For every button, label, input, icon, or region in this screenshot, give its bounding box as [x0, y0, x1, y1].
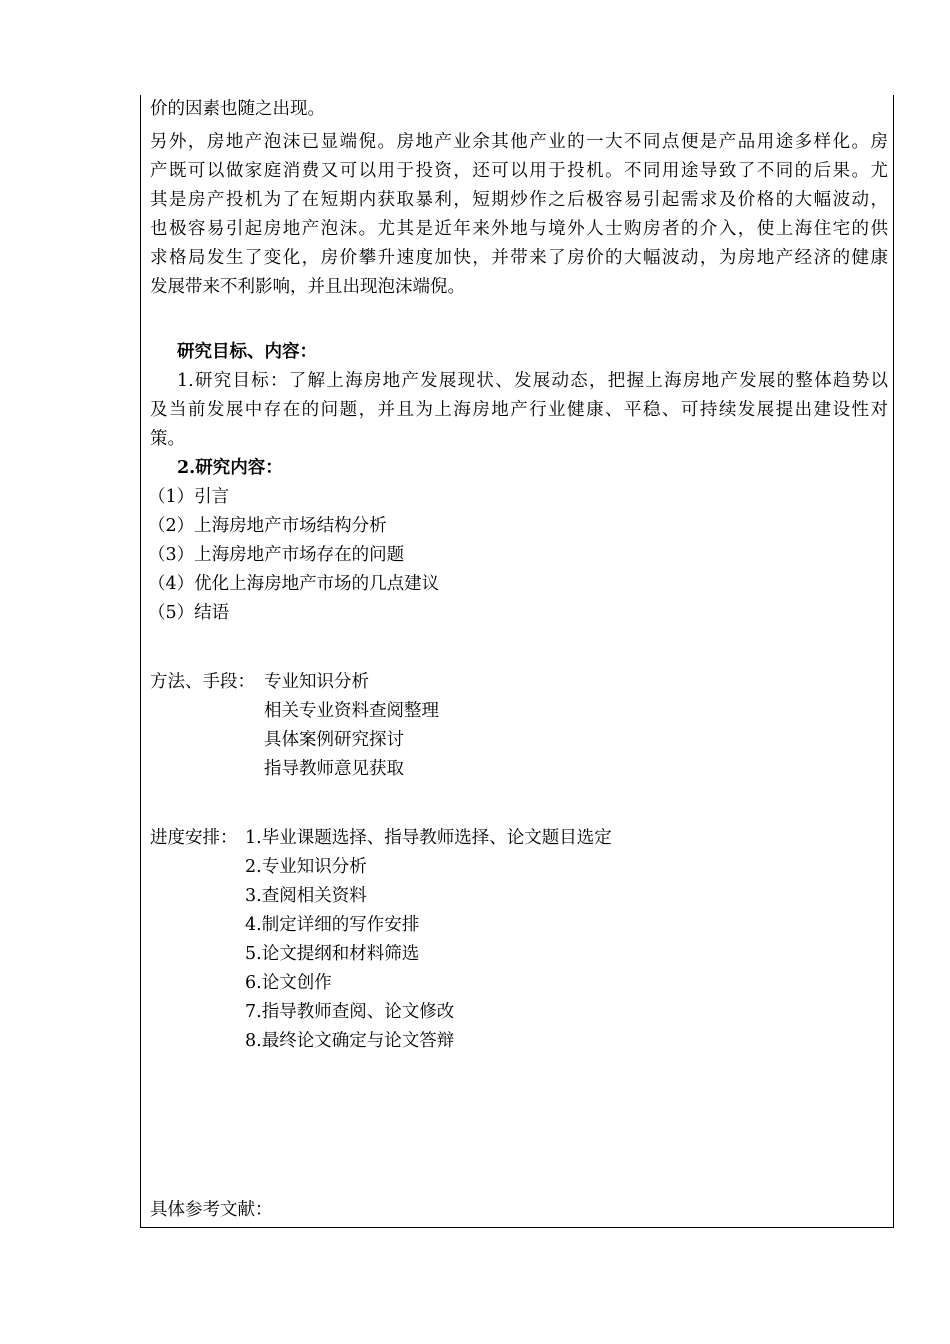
method-item: 具体案例研究探讨 [264, 730, 404, 750]
goal-line: 及当前发展中存在的问题，并且为上海房地产行业健康、平稳、可持续发展提出建设性对 [150, 400, 888, 420]
schedule-item: 6.论文创作 [245, 973, 332, 993]
intro-carry-line: 价的因素也随之出现。 [150, 99, 325, 119]
bubble-paragraph-line: 发展带来不利影响，并且出现泡沫端倪。 [150, 277, 465, 297]
bubble-paragraph-line: 其是房产投机为了在短期内获取暴利，短期炒作之后极容易引起需求及价格的大幅波动， [150, 190, 888, 210]
bubble-paragraph-line: 另外，房地产泡沫已显端倪。房地产业余其他产业的一大不同点便是产品用途多样化。房 [150, 132, 888, 152]
goals-heading: 研究目标、内容： [177, 342, 317, 362]
goal-line: 策。 [150, 429, 185, 449]
methods-label: 方法、手段： [150, 672, 255, 692]
goal-line: 1.研究目标：了解上海房地产发展现状、发展动态，把握上海房地产发展的整体趋势以 [177, 371, 888, 391]
bubble-paragraph-line: 也极容易引起房地产泡沫。尤其是近年来外地与境外人士购房者的介入，使上海住宅的供 [150, 219, 888, 239]
schedule-item: 8.最终论文确定与论文答辩 [245, 1031, 455, 1051]
schedule-item: 5.论文提纲和材料筛选 [245, 944, 420, 964]
method-item: 相关专业资料查阅整理 [264, 701, 439, 721]
content-item: （2）上海房地产市场结构分析 [148, 516, 387, 536]
schedule-item: 4.制定详细的写作安排 [245, 915, 420, 935]
content-item: （4）优化上海房地产市场的几点建议 [148, 574, 440, 594]
method-item: 指导教师意见获取 [264, 759, 404, 779]
schedule-item: 1.毕业课题选择、指导教师选择、论文题目选定 [245, 828, 612, 848]
content-item: （3）上海房地产市场存在的问题 [148, 545, 405, 565]
schedule-item: 2.专业知识分析 [245, 857, 367, 877]
bubble-paragraph-line: 求格局发生了变化，房价攀升速度加快，并带来了房价的大幅波动，为房地产经济的健康 [150, 248, 888, 268]
method-item: 专业知识分析 [264, 672, 369, 692]
bubble-paragraph-line: 产既可以做家庭消费又可以用于投资，还可以用于投机。不同用途导致了不同的后果。尤 [150, 161, 888, 181]
references-label: 具体参考文献： [150, 1200, 273, 1220]
content-item: （1）引言 [148, 487, 230, 507]
schedule-item: 3.查阅相关资料 [245, 886, 367, 906]
schedule-item: 7.指导教师查阅、论文修改 [245, 1002, 455, 1022]
schedule-label: 进度安排： [150, 828, 238, 848]
content-heading: 2.研究内容： [177, 458, 283, 478]
content-item: （5）结语 [148, 603, 230, 623]
